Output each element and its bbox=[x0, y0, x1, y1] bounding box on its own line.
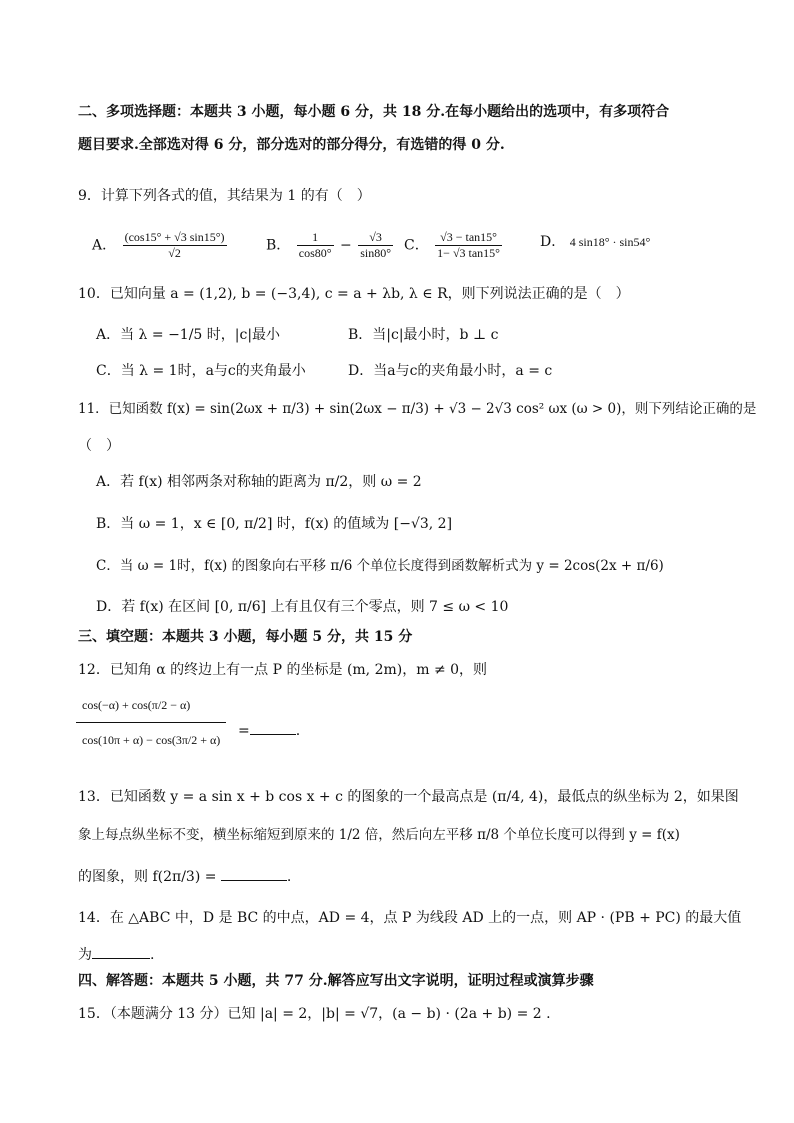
q12-equals: = bbox=[238, 723, 250, 739]
q10-option-b: B．当|c|最小时，b ⊥ c bbox=[348, 327, 499, 343]
q9-stem: 9．计算下列各式的值，其结果为 1 的有（ ） bbox=[78, 188, 371, 204]
q14-period: . bbox=[150, 947, 155, 963]
q9-option-b-minus: − bbox=[340, 237, 352, 254]
q14-line1: 14．在 △ABC 中，D 是 BC 的中点，AD = 4，点 P 为线段 AD 上的一点，则 AP · (PB + PC) 的最大值 bbox=[78, 910, 742, 926]
section4-heading: 四、解答题：本题共 5 小题，共 77 分.解答应写出文字说明，证明过程或演算步骤 bbox=[78, 973, 594, 989]
q9-option-a bbox=[92, 230, 229, 261]
q10-option-c: C．当 λ = 1时，a与c的夹角最小 bbox=[96, 363, 306, 379]
q10-option-d: D．当a与c的夹角最小时，a = c bbox=[348, 363, 553, 379]
q9-option-b bbox=[266, 230, 395, 261]
q9-option-a-fraction bbox=[123, 230, 227, 261]
q11-paren: （ ） bbox=[78, 438, 120, 454]
section2-heading-line1: 二、多项选择题：本题共 3 小题，每小题 6 分，共 18 分.在每小题给出的选项中，有多项符合 bbox=[78, 104, 670, 120]
q9-option-c-numerator: √3 − tan15° bbox=[435, 230, 502, 246]
q15-stem: 15．（本题满分 13 分）已知 |a| = 2，|b| = √7，(a − b) · (2a + b) = 2 . bbox=[78, 1006, 551, 1022]
q12-answer bbox=[238, 720, 300, 741]
q12-period: . bbox=[295, 723, 301, 739]
q11-option-b: B．当 ω = 1，x ∈ [0, π/2] 时，f(x) 的值域为 [−√3, 2] bbox=[96, 516, 453, 532]
q9-option-b-den1: cos80° bbox=[298, 246, 332, 260]
q12-blank[interactable] bbox=[250, 720, 296, 735]
q9-option-a-numerator: (cos15° + √3 sin15°) bbox=[124, 230, 225, 244]
q13-line3 bbox=[78, 866, 291, 887]
q9-option-a-denominator: √2 bbox=[168, 246, 181, 260]
q12-denominator: cos(10π + α) − cos(3π/2 + α) bbox=[82, 733, 221, 747]
q10-stem: 10．已知向量 a = (1,2), b = (−3,4), c = a + λb, λ ∈ R，则下列说法正确的是（ ） bbox=[78, 286, 630, 302]
section3-heading: 三、填空题：本题共 3 小题，每小题 5 分，共 15 分 bbox=[78, 629, 413, 645]
q11-stem: 11．已知函数 f(x) = sin(2ωx + π/3) + sin(2ωx − π/3) + √3 − 2√3 cos² ωx (ω > 0)，则下列结论正确的是 bbox=[78, 401, 757, 417]
q9-option-c-fraction bbox=[435, 230, 502, 261]
q9-option-b-label: B． bbox=[266, 237, 291, 254]
q9-option-d-label: D． bbox=[540, 234, 566, 250]
q12-numerator: cos(−α) + cos(π/2 − α) bbox=[76, 688, 226, 723]
q9-option-d-expr: 4 sin18° · sin54° bbox=[569, 235, 651, 249]
q11-option-c: C．当 ω = 1时，f(x) 的图象向右平移 π/6 个单位长度得到函数解析式为 y = 2cos(2x + π/6) bbox=[96, 558, 664, 574]
q9-option-c-denominator: 1− √3 tan15° bbox=[437, 246, 500, 260]
q12-stem: 12．已知角 α 的终边上有一点 P 的坐标是 (m, 2m)，m ≠ 0，则 bbox=[78, 662, 488, 678]
q11-option-d: D．若 f(x) 在区间 [0, π/6] 上有且仅有三个零点，则 7 ≤ ω < 10 bbox=[96, 599, 509, 615]
section2-heading-line2: 题目要求.全部选对得 6 分，部分选对的部分得分，有选错的得 0 分. bbox=[78, 137, 505, 153]
q13-line3-text: 的图象，则 f(2π/3) = bbox=[78, 869, 217, 885]
q13-line1: 13．已知函数 y = a sin x + b cos x + c 的图象的一个最高点是 (π/4, 4)，最低点的纵坐标为 2，如果图 bbox=[78, 789, 739, 805]
q9-option-a-label: A． bbox=[92, 237, 117, 254]
q9-option-b-num1: 1 bbox=[297, 230, 334, 246]
q9-option-c bbox=[404, 230, 504, 261]
q10-option-a: A．当 λ = −1/5 时，|c|最小 bbox=[96, 327, 281, 343]
q14-blank[interactable] bbox=[92, 944, 150, 959]
q13-period: . bbox=[286, 869, 292, 885]
q9-option-b-num2: √3 bbox=[358, 230, 393, 246]
q14-line2 bbox=[78, 944, 154, 965]
q14-line2-text: 为 bbox=[78, 947, 92, 963]
q12-fraction bbox=[76, 688, 226, 757]
q11-option-a: A．若 f(x) 相邻两条对称轴的距离为 π/2，则 ω = 2 bbox=[96, 474, 422, 490]
q9-option-b-fraction1 bbox=[297, 230, 334, 261]
q9-option-b-fraction2 bbox=[358, 230, 393, 261]
q9-option-b-den2: sin80° bbox=[360, 246, 391, 260]
q9-option-c-label: C． bbox=[404, 237, 429, 254]
q13-line2: 象上每点纵坐标不变，横坐标缩短到原来的 1/2 倍，然后向左平移 π/8 个单位长度可以得到 y = f(x) bbox=[78, 827, 680, 843]
q9-option-d bbox=[540, 232, 650, 252]
q13-blank[interactable] bbox=[221, 866, 287, 881]
